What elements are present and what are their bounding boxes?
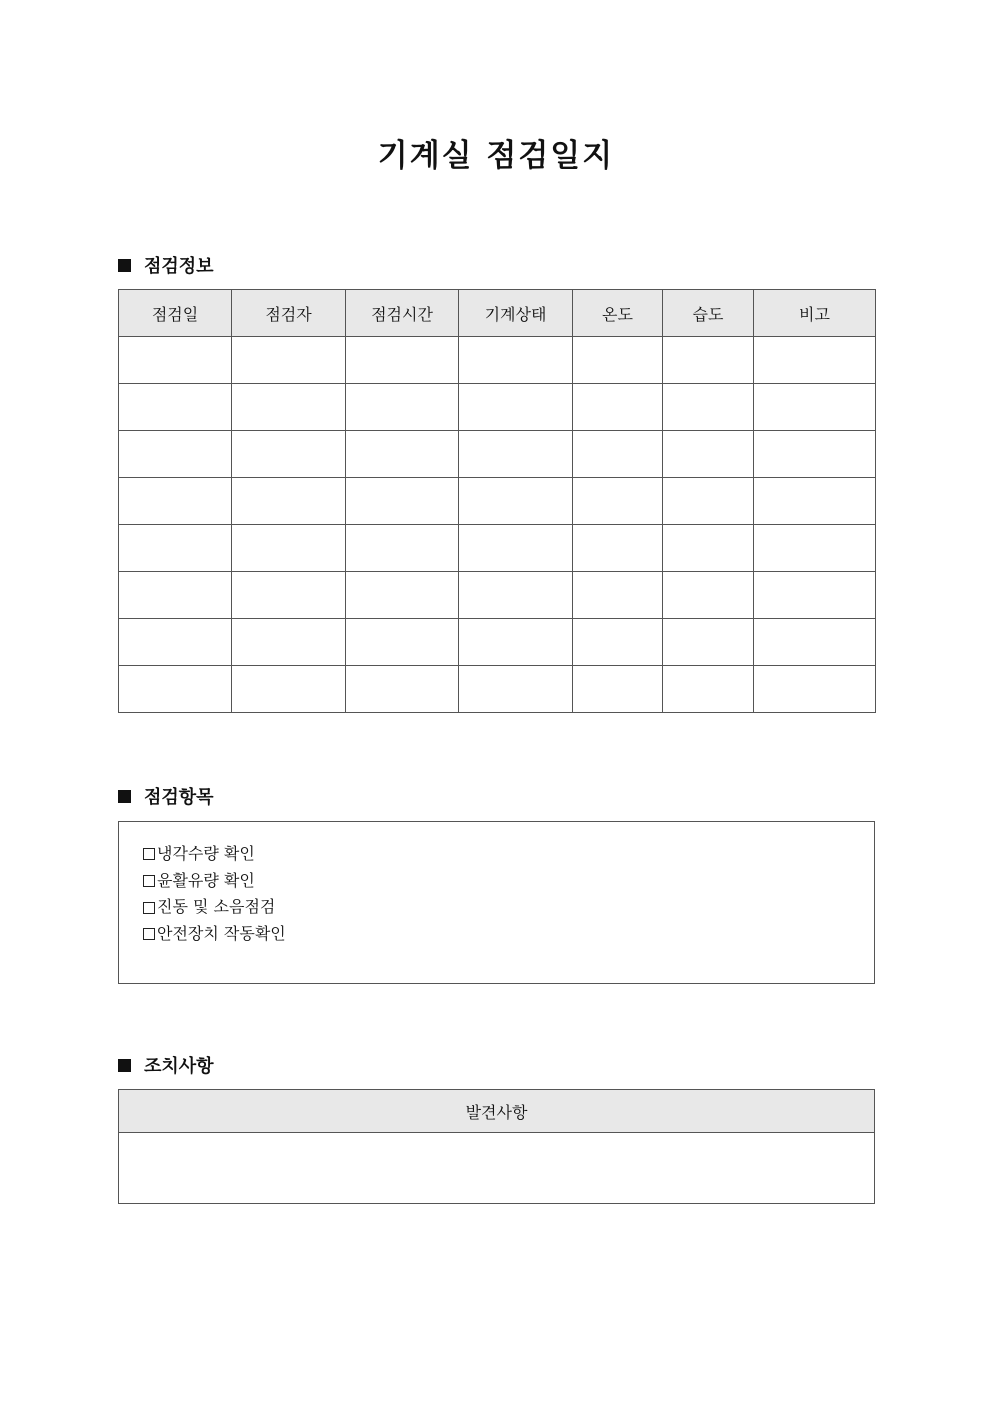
column-header: 습도 (663, 290, 754, 337)
table-cell[interactable] (119, 525, 232, 572)
table-row (119, 337, 876, 384)
table-header-row (119, 290, 876, 337)
section-heading-label: 조치사항 (144, 1056, 214, 1077)
table-cell[interactable] (573, 525, 663, 572)
table-cell[interactable] (119, 666, 232, 713)
section-heading-label: 점검항목 (144, 787, 214, 808)
table-cell[interactable] (119, 478, 232, 525)
square-bullet-icon (118, 1059, 131, 1072)
table-cell[interactable] (754, 478, 876, 525)
inspection-checklist (119, 822, 874, 948)
table-cell[interactable] (232, 619, 346, 666)
inspection-info-table (118, 289, 876, 713)
checkbox-icon[interactable] (143, 902, 155, 914)
checklist-item-label: 냉각수량 확인 (157, 844, 255, 863)
table-cell[interactable] (346, 478, 459, 525)
document-title: 기계실 점검일지 (377, 138, 615, 174)
table-cell[interactable] (232, 666, 346, 713)
table-cell[interactable] (754, 572, 876, 619)
table-row (119, 619, 876, 666)
table-cell[interactable] (663, 525, 754, 572)
checklist-item-label: 안전장치 작동확인 (157, 924, 286, 944)
table-cell[interactable] (459, 337, 573, 384)
table-cell[interactable] (232, 384, 346, 431)
table-cell[interactable] (754, 525, 876, 572)
table-cell[interactable] (459, 525, 573, 572)
table-cell[interactable] (754, 431, 876, 478)
table-cell[interactable] (119, 337, 232, 384)
table-cell[interactable] (459, 384, 573, 431)
checklist-item-label: 진동 및 소음점검 (157, 897, 276, 917)
table-cell[interactable] (573, 431, 663, 478)
table-row (119, 384, 876, 431)
table-cell[interactable] (573, 666, 663, 713)
table-cell[interactable] (346, 337, 459, 384)
table-cell[interactable] (232, 431, 346, 478)
checkbox-icon[interactable] (143, 928, 155, 940)
checklist-item[interactable] (143, 868, 874, 895)
section-heading-actions (118, 1052, 214, 1078)
actions-box (118, 1089, 875, 1204)
table-cell[interactable] (346, 619, 459, 666)
table-cell[interactable] (663, 337, 754, 384)
table-row (119, 666, 876, 713)
inspection-items-box (118, 821, 875, 984)
checkbox-icon[interactable] (143, 848, 155, 860)
section-heading-label: 점검정보 (144, 256, 214, 277)
table-row (119, 572, 876, 619)
table-cell[interactable] (346, 525, 459, 572)
table-cell[interactable] (232, 525, 346, 572)
findings-header: 발견사항 (119, 1090, 874, 1133)
checkbox-icon[interactable] (143, 875, 155, 887)
table-cell[interactable] (346, 384, 459, 431)
table-cell[interactable] (663, 619, 754, 666)
table-cell[interactable] (663, 384, 754, 431)
column-header: 비고 (754, 290, 876, 337)
square-bullet-icon (118, 259, 131, 272)
checklist-item-label: 윤활유량 확인 (157, 870, 255, 890)
table-cell[interactable] (573, 478, 663, 525)
column-header: 점검일 (119, 290, 232, 337)
table-row (119, 431, 876, 478)
table-cell[interactable] (232, 478, 346, 525)
table-cell[interactable] (663, 666, 754, 713)
checklist-item[interactable] (143, 841, 874, 868)
square-bullet-icon (118, 790, 131, 803)
table-cell[interactable] (119, 572, 232, 619)
table-cell[interactable] (573, 384, 663, 431)
section-heading-items (118, 783, 214, 809)
table-cell[interactable] (754, 337, 876, 384)
checklist-item[interactable] (143, 921, 874, 948)
column-header: 기계상태 (459, 290, 573, 337)
table-cell[interactable] (459, 666, 573, 713)
table-cell[interactable] (663, 478, 754, 525)
table-cell[interactable] (119, 384, 232, 431)
table-cell[interactable] (346, 572, 459, 619)
column-header: 온도 (573, 290, 663, 337)
table-cell[interactable] (573, 572, 663, 619)
table-row (119, 525, 876, 572)
table-row (119, 478, 876, 525)
table-cell[interactable] (119, 619, 232, 666)
column-header: 점검자 (232, 290, 346, 337)
table-cell[interactable] (459, 478, 573, 525)
table-cell[interactable] (459, 431, 573, 478)
table-cell[interactable] (232, 337, 346, 384)
table-cell[interactable] (459, 572, 573, 619)
table-cell[interactable] (346, 431, 459, 478)
table-cell[interactable] (754, 619, 876, 666)
findings-body[interactable] (119, 1133, 874, 1203)
table-cell[interactable] (573, 619, 663, 666)
table-cell[interactable] (573, 337, 663, 384)
table-cell[interactable] (754, 384, 876, 431)
table-cell[interactable] (119, 431, 232, 478)
table-cell[interactable] (663, 572, 754, 619)
section-heading-info (118, 252, 214, 278)
table-cell[interactable] (459, 619, 573, 666)
table-cell[interactable] (232, 572, 346, 619)
table-cell[interactable] (754, 666, 876, 713)
table-cell[interactable] (346, 666, 459, 713)
checklist-item[interactable] (143, 894, 874, 921)
table-cell[interactable] (663, 431, 754, 478)
column-header: 점검시간 (346, 290, 459, 337)
